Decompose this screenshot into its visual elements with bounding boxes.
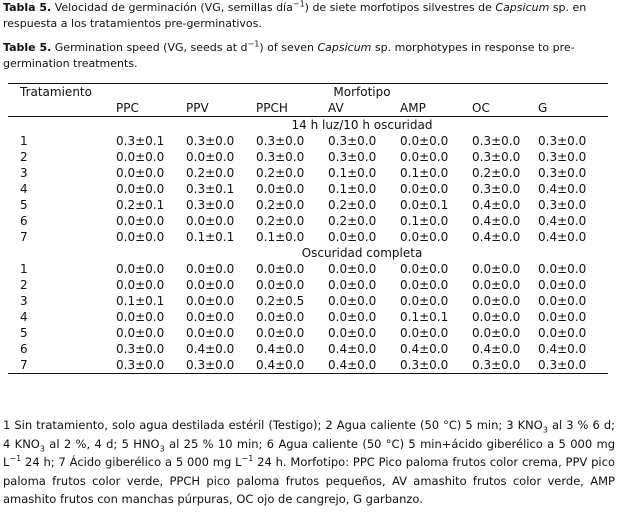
section-spacer <box>8 245 116 261</box>
value-cell-g: 0.3±0.0 <box>538 134 587 148</box>
table-row <box>8 325 608 341</box>
value-cell-ppv: 0.3±0.0 <box>186 134 235 148</box>
value-cell-g: 0.4±0.0 <box>538 230 587 244</box>
caption-english-label: Table 5. <box>3 41 52 54</box>
value-cell-ppch: 0.4±0.0 <box>256 357 328 374</box>
value-cell-oc: 0.4±0.0 <box>472 198 521 212</box>
value-cell-ppch: 0.2±0.0 <box>256 166 305 180</box>
value-cell-av: 0.2±0.0 <box>328 198 377 212</box>
section-title: Oscuridad completa <box>301 246 423 260</box>
column-header-ppv: PPV <box>186 100 256 117</box>
value-cell-ppv: 0.4±0.0 <box>186 342 235 356</box>
table-header-row-1 <box>8 84 608 100</box>
value-cell-ppch: 0.4±0.0 <box>256 342 305 356</box>
column-header-ppc: PPC <box>116 100 186 117</box>
value-cell-ppc: 0.0±0.0 <box>116 150 165 164</box>
value-cell-g: 0.4±0.0 <box>538 182 587 196</box>
value-cell-ppch: 0.0±0.0 <box>256 326 305 340</box>
value-cell-amp: 0.0±0.0 <box>400 230 449 244</box>
caption-english-sup: −1 <box>247 39 260 49</box>
value-cell-amp: 0.3±0.0 <box>400 357 472 374</box>
value-cell-amp: 0.0±0.1 <box>400 198 449 212</box>
table-row <box>8 341 608 357</box>
footnote-text-3: al 2 %, 4 d; 5 HNO <box>44 436 160 451</box>
treatment-cell: 2 <box>20 278 28 292</box>
value-cell-g: 0.0±0.0 <box>538 310 587 324</box>
table-row <box>8 229 608 245</box>
value-cell-g: 0.0±0.0 <box>538 262 587 276</box>
value-cell-av: 0.1±0.0 <box>328 166 377 180</box>
value-cell-ppch: 0.2±0.5 <box>256 294 305 308</box>
caption-english-genus: Capsicum <box>317 41 372 54</box>
treatment-cell: 7 <box>8 357 116 374</box>
value-cell-oc: 0.4±0.0 <box>472 230 521 244</box>
table-row <box>8 165 608 181</box>
caption-spanish-label: Tabla 5. <box>3 1 52 14</box>
value-cell-ppv: 0.0±0.0 <box>186 262 235 276</box>
caption-spanish-text-mid: ) de siete morfotipos silvestres de <box>304 1 496 14</box>
value-cell-ppch: 0.0±0.0 <box>256 262 305 276</box>
table-body <box>8 84 608 374</box>
value-cell-g: 0.3±0.0 <box>538 166 587 180</box>
table-row <box>8 181 608 197</box>
caption-english <box>3 40 615 72</box>
column-header-amp: AMP <box>400 100 472 117</box>
value-cell-ppc: 0.3±0.1 <box>116 134 165 148</box>
value-cell-amp: 0.0±0.0 <box>400 294 449 308</box>
value-cell-amp: 0.0±0.0 <box>400 134 449 148</box>
value-cell-oc: 0.2±0.0 <box>472 166 521 180</box>
germination-speed-table <box>8 83 608 374</box>
value-cell-ppv: 0.3±0.0 <box>186 357 256 374</box>
caption-spanish <box>3 0 615 32</box>
treatment-cell: 2 <box>20 150 28 164</box>
caption-english-text-mid: ) of seven <box>259 41 318 54</box>
treatment-cell: 5 <box>20 326 28 340</box>
caption-spanish-genus: Capsicum <box>495 1 550 14</box>
value-cell-ppch: 0.2±0.0 <box>256 198 305 212</box>
value-cell-oc: 0.0±0.0 <box>472 294 521 308</box>
value-cell-g: 0.0±0.0 <box>538 294 587 308</box>
value-cell-amp: 0.0±0.0 <box>400 182 449 196</box>
treatment-cell: 6 <box>20 342 28 356</box>
treatment-cell: 6 <box>20 214 28 228</box>
value-cell-av: 0.1±0.0 <box>328 182 377 196</box>
value-cell-ppch: 0.0±0.0 <box>256 310 305 324</box>
value-cell-av: 0.4±0.0 <box>328 342 377 356</box>
treatment-cell: 1 <box>20 262 28 276</box>
footnote-sup-1: −1 <box>9 454 22 464</box>
value-cell-oc: 0.0±0.0 <box>472 262 521 276</box>
footnote-text-6: 24 h. Morfotipo: PPC Pico paloma frutos color crema, PPV pico paloma frutos color verde, PPCH pico paloma frutos pequeños, AV amashito frutos color verde, AMP amashito frutos con manchas púrpuras, OC ojo de cangrejo, G garbanzo. <box>3 455 615 506</box>
value-cell-ppv: 0.2±0.0 <box>186 166 235 180</box>
table-row <box>8 357 608 374</box>
value-cell-av: 0.0±0.0 <box>328 294 377 308</box>
value-cell-av: 0.2±0.0 <box>328 214 377 228</box>
value-cell-oc: 0.3±0.0 <box>472 134 521 148</box>
value-cell-ppc: 0.0±0.0 <box>116 310 165 324</box>
value-cell-amp: 0.1±0.1 <box>400 310 449 324</box>
value-cell-ppv: 0.0±0.0 <box>186 150 235 164</box>
treatment-cell: 5 <box>20 198 28 212</box>
caption-spanish-sup: −1 <box>292 0 305 9</box>
value-cell-ppv: 0.3±0.0 <box>186 198 235 212</box>
treatment-cell: 4 <box>20 182 28 196</box>
value-cell-amp: 0.4±0.0 <box>400 342 449 356</box>
value-cell-ppv: 0.1±0.1 <box>186 230 235 244</box>
value-cell-g: 0.4±0.0 <box>538 342 587 356</box>
value-cell-g: 0.4±0.0 <box>538 214 587 228</box>
section-header-row <box>8 117 608 134</box>
value-cell-av: 0.3±0.0 <box>328 150 377 164</box>
value-cell-ppc: 0.0±0.0 <box>116 166 165 180</box>
value-cell-ppch: 0.3±0.0 <box>256 134 305 148</box>
value-cell-g: 0.3±0.0 <box>538 150 587 164</box>
value-cell-av: 0.0±0.0 <box>328 278 377 292</box>
value-cell-g: 0.3±0.0 <box>538 198 587 212</box>
value-cell-amp: 0.0±0.0 <box>400 278 449 292</box>
value-cell-ppc: 0.3±0.0 <box>116 357 186 374</box>
value-cell-g: 0.0±0.0 <box>538 278 587 292</box>
value-cell-ppv: 0.0±0.0 <box>186 326 235 340</box>
column-header-oc: OC <box>472 100 538 117</box>
value-cell-ppc: 0.0±0.0 <box>116 262 165 276</box>
column-header-av: AV <box>328 100 400 117</box>
value-cell-g: 0.0±0.0 <box>538 326 587 340</box>
footnote-text-4: al 25 % 10 min; 6 Agua caliente (50 °C) 5 min+ácido giberélico a 5 000 mg L <box>3 436 616 469</box>
footnote-text-1: 1 Sin tratamiento, solo agua destilada estéril (Testigo); 2 Agua caliente (50 °C) 5 min; 3 KNO <box>3 418 543 432</box>
table-footnote <box>3 416 615 509</box>
footnote-sub-3: 3 <box>159 443 165 453</box>
value-cell-amp: 0.0±0.0 <box>400 262 449 276</box>
value-cell-ppv: 0.0±0.0 <box>186 214 235 228</box>
value-cell-ppc: 0.0±0.0 <box>116 182 165 196</box>
treatment-header: Tratamiento <box>20 85 92 99</box>
value-cell-oc: 0.4±0.0 <box>472 342 521 356</box>
value-cell-av: 0.0±0.0 <box>328 310 377 324</box>
caption-spanish-text: Velocidad de germinación (VG, semillas día <box>51 1 293 14</box>
value-cell-av: 0.3±0.0 <box>328 134 377 148</box>
value-cell-oc: 0.3±0.0 <box>472 150 521 164</box>
table-row <box>8 197 608 213</box>
column-header-g: G <box>538 100 608 117</box>
value-cell-oc: 0.4±0.0 <box>472 214 521 228</box>
value-cell-av: 0.0±0.0 <box>328 230 377 244</box>
footnote-text-5: 24 h; 7 Ácido giberélico a 5 000 mg L <box>21 455 242 469</box>
value-cell-ppch: 0.3±0.0 <box>256 150 305 164</box>
treatment-cell: 3 <box>20 294 28 308</box>
footnote-sub-2: 3 <box>39 443 45 453</box>
caption-english-text: Germination speed (VG, seeds at d <box>51 41 248 54</box>
value-cell-av: 0.0±0.0 <box>328 326 377 340</box>
value-cell-ppc: 0.0±0.0 <box>116 214 165 228</box>
value-cell-ppv: 0.0±0.0 <box>186 294 235 308</box>
caption-spanish-text-end: sp. en respuesta a los tratamientos pre-germinativos. <box>3 1 587 30</box>
value-cell-amp: 0.0±0.0 <box>400 150 449 164</box>
treatment-cell: 3 <box>20 166 28 180</box>
table-header-row-2 <box>8 100 608 117</box>
footnote-sup-2: −1 <box>241 454 254 464</box>
value-cell-ppc: 0.0±0.0 <box>116 326 165 340</box>
value-cell-ppch: 0.0±0.0 <box>256 182 305 196</box>
section-spacer <box>8 117 116 134</box>
value-cell-ppc: 0.1±0.1 <box>116 294 165 308</box>
value-cell-amp: 0.1±0.0 <box>400 166 449 180</box>
value-cell-av: 0.4±0.0 <box>328 357 400 374</box>
value-cell-ppc: 0.2±0.1 <box>116 198 165 212</box>
value-cell-ppch: 0.1±0.0 <box>256 230 305 244</box>
table-row <box>8 277 608 293</box>
value-cell-ppv: 0.0±0.0 <box>186 310 235 324</box>
value-cell-ppv: 0.0±0.0 <box>186 278 235 292</box>
value-cell-ppch: 0.2±0.0 <box>256 214 305 228</box>
caption-english-text-end: sp. morphotypes in response to pre-germination treatments. <box>3 41 575 70</box>
value-cell-oc: 0.0±0.0 <box>472 278 521 292</box>
value-cell-oc: 0.0±0.0 <box>472 310 521 324</box>
table-row <box>8 133 608 149</box>
table-row <box>8 149 608 165</box>
morphotype-header: Morfotipo <box>333 85 391 99</box>
table-row <box>8 293 608 309</box>
value-cell-g: 0.3±0.0 <box>538 357 608 374</box>
column-header-ppch: PPCH <box>256 100 328 117</box>
value-cell-ppc: 0.0±0.0 <box>116 278 165 292</box>
footnote-text-2: al 3 % 6 d; 4 KNO <box>3 418 615 451</box>
table-row <box>8 261 608 277</box>
treatment-cell: 1 <box>20 134 28 148</box>
footnote-sub-1: 3 <box>542 425 548 435</box>
value-cell-oc: 0.3±0.0 <box>472 357 538 374</box>
section-header-row <box>8 245 608 261</box>
value-cell-oc: 0.0±0.0 <box>472 326 521 340</box>
section-title: 14 h luz/10 h oscuridad <box>291 118 433 132</box>
value-cell-av: 0.0±0.0 <box>328 262 377 276</box>
value-cell-amp: 0.1±0.0 <box>400 214 449 228</box>
value-cell-ppc: 0.3±0.0 <box>116 342 165 356</box>
value-cell-ppch: 0.0±0.0 <box>256 278 305 292</box>
table-row <box>8 309 608 325</box>
treatment-cell: 7 <box>20 230 28 244</box>
table-row <box>8 213 608 229</box>
value-cell-ppc: 0.0±0.0 <box>116 230 165 244</box>
value-cell-oc: 0.3±0.0 <box>472 182 521 196</box>
treatment-cell: 4 <box>20 310 28 324</box>
value-cell-ppv: 0.3±0.1 <box>186 182 235 196</box>
value-cell-amp: 0.0±0.0 <box>400 326 449 340</box>
